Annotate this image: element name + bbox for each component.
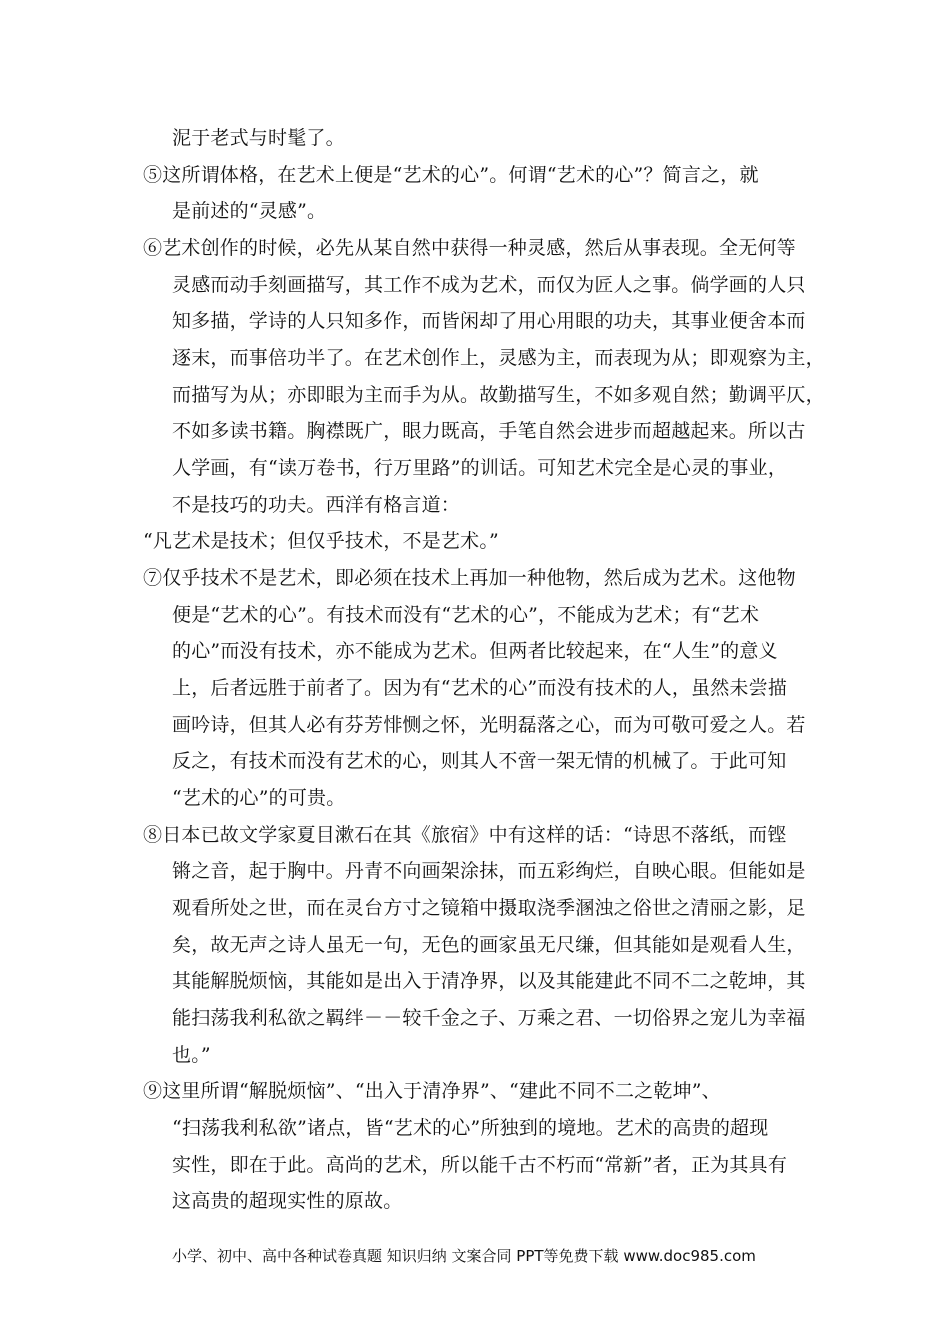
paragraph-8-line: 能扫荡我利私欲之羁绊－－较千金之子、万乘之君、一切俗界之宠儿为幸福 [172,1007,806,1029]
paragraph-9-line: ⑨这里所谓“解脱烦恼”、“出入于清净界”、“建此不同不二之乾坤”、 [143,1080,721,1102]
paragraph-9-line: 这高贵的超现实性的原故。 [172,1190,403,1212]
paragraph-5-line: ⑤这所谓体格，在艺术上便是“艺术的心”。何谓“艺术的心”？简言之，就 [143,164,759,186]
paragraph-7-line: “艺术的心”的可贵。 [172,787,346,809]
paragraph-6-line: 人学画，有“读万卷书，行万里路”的训话。可知艺术完全是心灵的事业， [172,457,788,479]
paragraph-6-line: 不如多读书籍。胸襟既广，眼力既高，手笔自然会进步而超越起来。所以古 [172,420,806,442]
paragraph-5-line: 是前述的“灵感”。 [172,200,327,222]
paragraph-8-line: ⑧日本已故文学家夏目漱石在其《旅宿》中有这样的话：“诗思不落纸，而铿 [143,824,787,846]
paragraph-7-line: 画吟诗，但其人必有芬芳悱恻之怀，光明磊落之心，而为可敬可爱之人。若 [172,714,806,736]
paragraph-6-line: 而描写为从；亦即眼为主而手为从。故勤描写生，不如多观自然；勤调平仄， [172,384,825,406]
paragraph-6-line: ⑥艺术创作的时候，必先从某自然中获得一种灵感，然后从事表现。全无何等 [143,237,796,259]
paragraph-9-line: “扫荡我利私欲”诸点，皆“艺术的心”所独到的境地。艺术的高贵的超现 [172,1117,769,1139]
paragraph-7-line: 反之，有技术而没有艺术的心，则其人不啻一架无情的机械了。于此可知 [172,750,787,772]
paragraph-8-line: 观看所处之世，而在灵台方寸之镜箱中摄取浇季溷浊之俗世之清丽之影，足 [172,897,806,919]
paragraph-8-line: 其能解脱烦恼，其能如是出入于清净界，以及其能建此不同不二之乾坤，其 [172,970,806,992]
paragraph-7-line: 上，后者远胜于前者了。因为有“艺术的心”而没有技术的人，虽然未尝描 [172,677,788,699]
paragraph-8-line: 也。” [172,1044,211,1066]
paragraph-6-line: 知多描，学诗的人只知多作，而皆闲却了用心用眼的功夫，其事业便舍本而 [172,310,806,332]
paragraph-4-line: 泥于老式与时髦了。 [172,127,345,149]
paragraph-6-line: 不是技巧的功夫。西洋有格言道： [172,494,461,516]
paragraph-7-line: 的心”而没有技术，亦不能成为艺术。但两者比较起来，在“人生”的意义 [172,640,778,662]
paragraph-6-line: 灵感而动手刻画描写，其工作不成为艺术，而仅为匠人之事。倘学画的人只 [172,274,806,296]
paragraph-6-line: 逐末，而事倍功半了。在艺术创作上，灵感为主，而表现为从；即观察为主， [172,347,825,369]
paragraph-7-line: ⑦仅乎技术不是艺术，即必须在技术上再加一种他物，然后成为艺术。这他物 [143,567,796,589]
maxim-quote: “凡艺术是技术；但仅乎技术，不是艺术。” [143,530,499,552]
paragraph-9-line: 实性，即在于此。高尚的艺术，所以能千古不朽而“常新”者，正为其具有 [172,1154,788,1176]
paragraph-8-line: 锵之音，起于胸中。丹青不向画架涂抹，而五彩绚烂，自映心眼。但能如是 [172,860,806,882]
paragraph-8-line: 矣，故无声之诗人虽无一句，无色的画家虽无尺缣，但其能如是观看人生， [172,934,806,956]
page-footer: 小学、初中、高中各种试卷真题 知识归纳 文案合同 PPT等免费下载 www.doc985.com [172,1247,756,1265]
paragraph-7-line: 便是“艺术的心”。有技术而没有“艺术的心”，不能成为艺术；有“艺术 [172,604,760,626]
